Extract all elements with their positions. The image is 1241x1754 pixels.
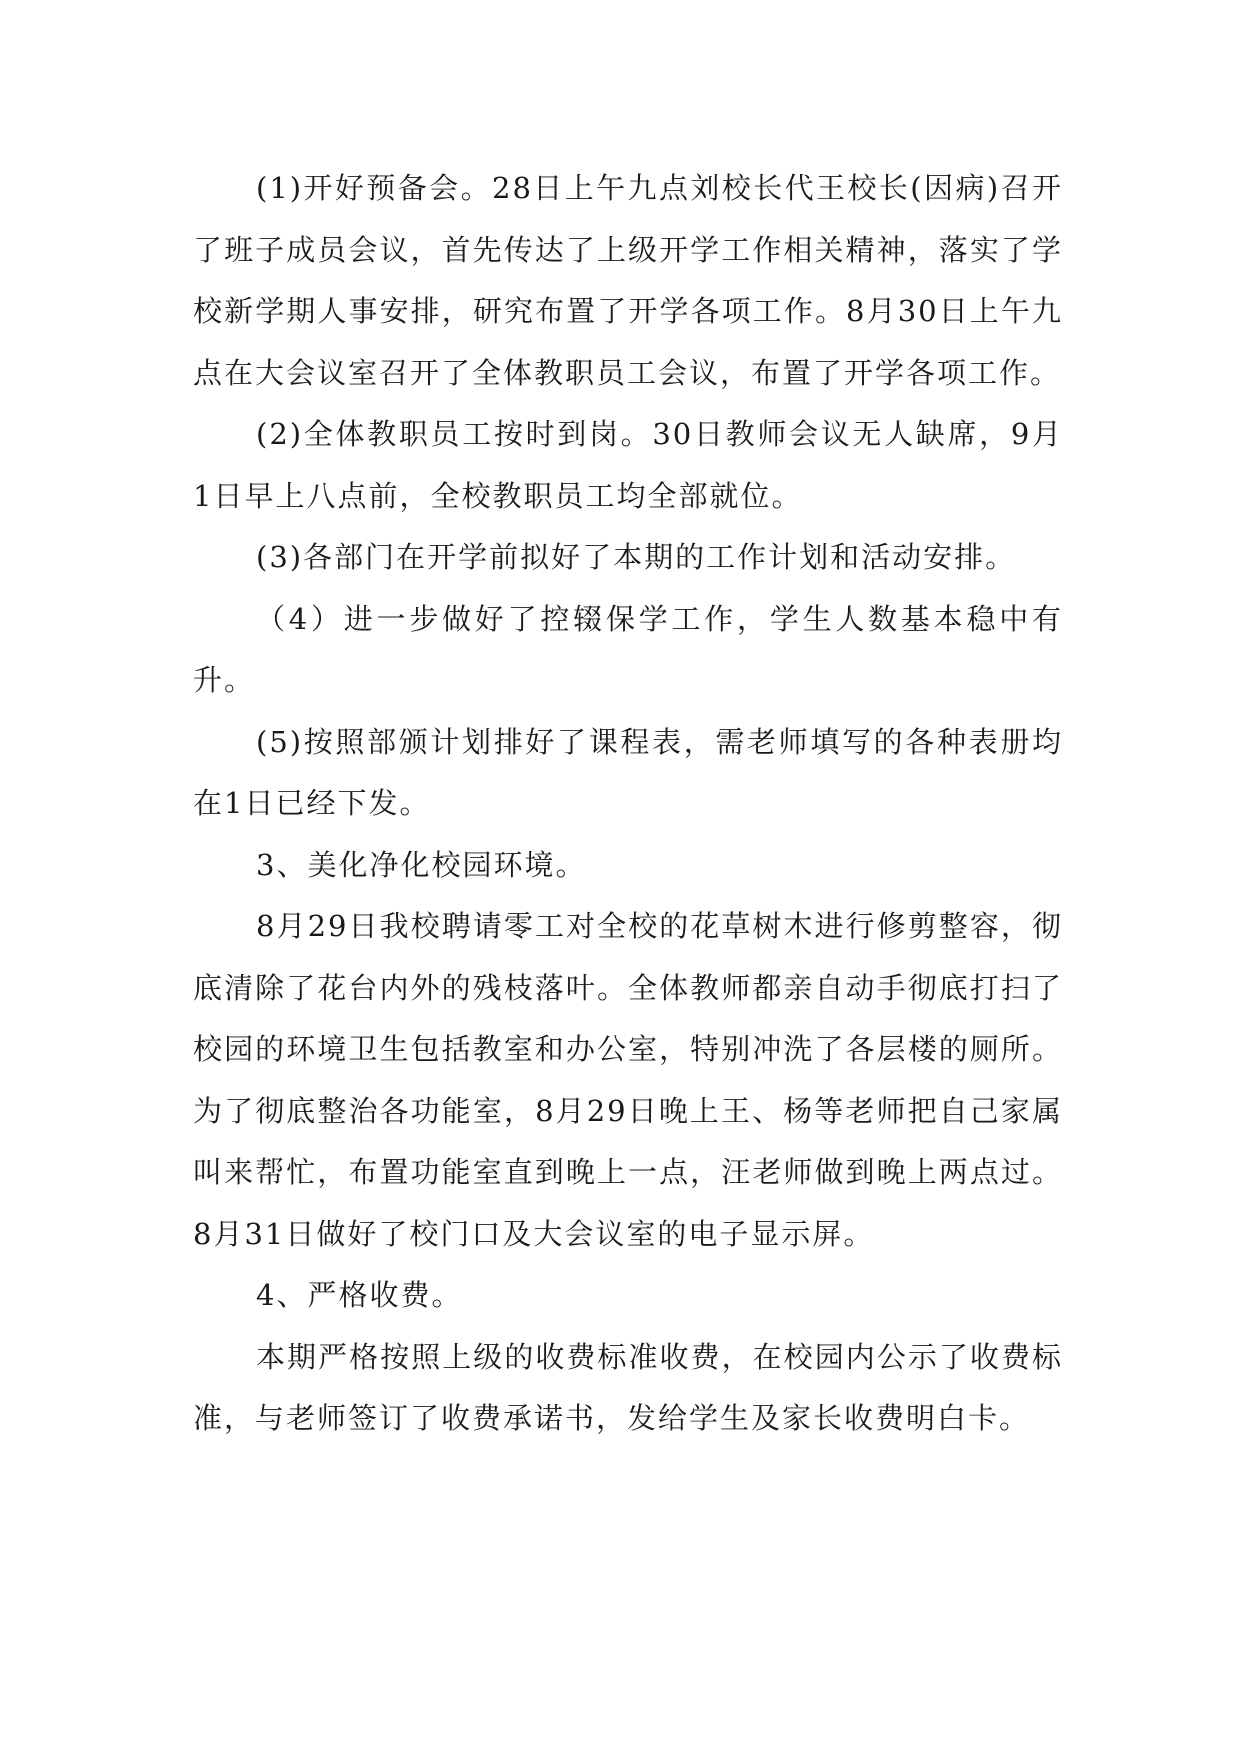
document-body [193, 158, 1063, 1450]
paragraph-preparatory-meeting: (1)开好预备会。28日上午九点刘校长代王校长(因病)召开了班子成员会议，首先传达了上级开学工作相关精神，落实了学校新学期人事安排，研究布置了开学各项工作。8月30日上午九点在大会议室召开了全体教职员工会议，布置了开学各项工作。 [193, 171, 1063, 390]
section-heading-campus-environment: 3、美化净化校园环境。 [256, 847, 587, 882]
paragraph-student-retention: （4）进一步做好了控辍保学工作，学生人数基本稳中有升。 [193, 601, 1063, 697]
section-heading-fees: 4、严格收费。 [256, 1278, 463, 1312]
paragraph-fee-standards: 本期严格按照上级的收费标准收费，在校园内公示了收费标准，与老师签订了收费承诺书，发给学生及家长收费明白卡。 [193, 1339, 1063, 1435]
paragraph-staff-on-duty: (2)全体教职员工按时到岗。30日教师会议无人缺席，9月1日早上八点前，全校教职员工均全部就位。 [193, 417, 1063, 513]
paragraph-campus-cleanup: 8月29日我校聘请零工对全校的花草树木进行修剪整容，彻底清除了花台内外的残枝落叶。全体教师都亲自动手彻底打扫了校园的环境卫生包括教室和办公室，特别冲洗了各层楼的厕所。为了彻底整治各功能室，8月29日晚上王、杨等老师把自己家属叫来帮忙，布置功能室直到晚上一点，汪老师做到晚上两点过。8月31日做好了校门口及大会议室的电子显示屏。 [193, 909, 1063, 1251]
paragraph-work-plans: (3)各部门在开学前拟好了本期的工作计划和活动安排。 [256, 540, 1017, 574]
paragraph-course-schedule: (5)按照部颁计划排好了课程表，需老师填写的各种表册均在1日已经下发。 [193, 724, 1063, 820]
